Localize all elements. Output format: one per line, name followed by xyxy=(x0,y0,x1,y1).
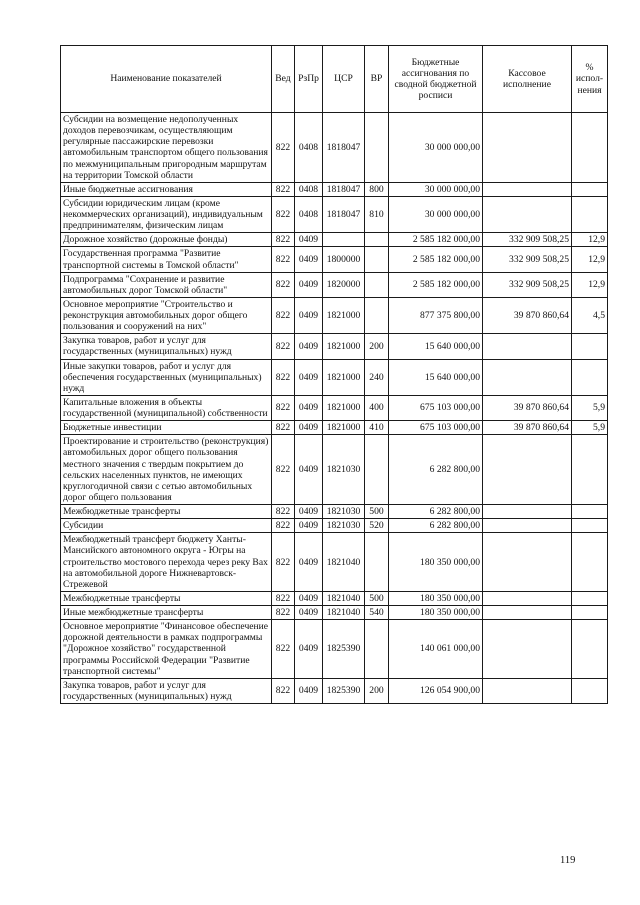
table-row xyxy=(61,533,608,592)
cell-ved: 822 xyxy=(272,533,295,592)
cell-rzpr: 0409 xyxy=(295,359,323,395)
cell-cash xyxy=(483,519,572,533)
cell-budget: 2 585 182 000,00 xyxy=(389,247,483,272)
cell-vr xyxy=(365,233,389,247)
cell-name: Субсидии на возмещение недополученных доходов перевозчикам, осуществляющим регулярные пассажирские перевозки автомобильным транспортом общего пользования по межмуниципальным пригородным маршрутам на территории Томской области xyxy=(61,113,272,183)
cell-cash xyxy=(483,505,572,519)
cell-ved: 822 xyxy=(272,678,295,703)
cell-name: Закупка товаров, работ и услуг для государственных (муниципальных) нужд xyxy=(61,678,272,703)
cell-vr: 800 xyxy=(365,182,389,196)
cell-percent xyxy=(572,182,608,196)
cell-percent: 12,9 xyxy=(572,247,608,272)
cell-percent: 12,9 xyxy=(572,272,608,297)
cell-cash xyxy=(483,334,572,359)
cell-budget: 126 054 900,00 xyxy=(389,678,483,703)
cell-percent xyxy=(572,606,608,620)
cell-name: Межбюджетный трансферт бюджету Ханты-Мансийского автономного округа - Югры на строительство мостового перехода через реку Вах на автомобильной дороге Нижневартовск-Стрежевой xyxy=(61,533,272,592)
cell-cash: 332 909 508,25 xyxy=(483,233,572,247)
cell-name: Основное мероприятие "Финансовое обеспечение дорожной деятельности в рамках подпрограммы "Дорожное хозяйство" государственной программы Российской Федерации "Развитие транспортной системы" xyxy=(61,620,272,679)
cell-budget: 15 640 000,00 xyxy=(389,359,483,395)
cell-rzpr: 0408 xyxy=(295,113,323,183)
cell-percent xyxy=(572,678,608,703)
table-row xyxy=(61,678,608,703)
cell-name: Иные бюджетные ассигнования xyxy=(61,182,272,196)
cell-budget: 877 375 800,00 xyxy=(389,297,483,333)
cell-name: Подпрограмма "Сохранение и развитие автомобильных дорог Томской области" xyxy=(61,272,272,297)
cell-rzpr: 0409 xyxy=(295,591,323,605)
cell-vr: 500 xyxy=(365,505,389,519)
table-row xyxy=(61,297,608,333)
cell-cash xyxy=(483,620,572,679)
cell-vr: 500 xyxy=(365,591,389,605)
cell-budget: 140 061 000,00 xyxy=(389,620,483,679)
cell-csr: 1821030 xyxy=(323,519,365,533)
cell-rzpr: 0408 xyxy=(295,196,323,232)
cell-rzpr: 0409 xyxy=(295,519,323,533)
cell-name: Капитальные вложения в объекты государственной (муниципальной) собственности xyxy=(61,395,272,420)
cell-rzpr: 0409 xyxy=(295,435,323,505)
cell-name: Межбюджетные трансферты xyxy=(61,591,272,605)
cell-ved: 822 xyxy=(272,591,295,605)
cell-name: Дорожное хозяйство (дорожные фонды) xyxy=(61,233,272,247)
table-row xyxy=(61,421,608,435)
cell-budget: 6 282 800,00 xyxy=(389,519,483,533)
cell-percent xyxy=(572,196,608,232)
table-row xyxy=(61,113,608,183)
cell-percent xyxy=(572,359,608,395)
cell-ved: 822 xyxy=(272,233,295,247)
cell-csr: 1821030 xyxy=(323,435,365,505)
table-row xyxy=(61,606,608,620)
cell-csr: 1821000 xyxy=(323,359,365,395)
header-name: Наименование показателей xyxy=(61,46,272,113)
cell-ved: 822 xyxy=(272,247,295,272)
cell-rzpr: 0409 xyxy=(295,272,323,297)
cell-csr: 1820000 xyxy=(323,272,365,297)
cell-ved: 822 xyxy=(272,606,295,620)
table-row xyxy=(61,196,608,232)
cell-vr: 810 xyxy=(365,196,389,232)
cell-percent xyxy=(572,519,608,533)
table-row xyxy=(61,505,608,519)
header-budget: Бюджетные ассигнования по сводной бюджетной росписи xyxy=(389,46,483,113)
cell-percent xyxy=(572,505,608,519)
table-row xyxy=(61,233,608,247)
cell-csr: 1821040 xyxy=(323,606,365,620)
table-row xyxy=(61,334,608,359)
cell-budget: 675 103 000,00 xyxy=(389,395,483,420)
cell-rzpr: 0409 xyxy=(295,247,323,272)
cell-percent: 12,9 xyxy=(572,233,608,247)
cell-vr xyxy=(365,620,389,679)
cell-csr: 1825390 xyxy=(323,620,365,679)
cell-vr: 240 xyxy=(365,359,389,395)
header-rzpr: РзПр xyxy=(295,46,323,113)
cell-ved: 822 xyxy=(272,334,295,359)
cell-percent xyxy=(572,435,608,505)
cell-percent: 4,5 xyxy=(572,297,608,333)
cell-csr: 1821000 xyxy=(323,334,365,359)
budget-execution-table xyxy=(60,45,608,704)
cell-name: Субсидии юридическим лицам (кроме некоммерческих организаций), индивидуальным предпринимателям, физическим лицам xyxy=(61,196,272,232)
cell-budget: 180 350 000,00 xyxy=(389,606,483,620)
cell-vr: 410 xyxy=(365,421,389,435)
cell-rzpr: 0409 xyxy=(295,297,323,333)
cell-csr: 1818047 xyxy=(323,182,365,196)
cell-vr xyxy=(365,272,389,297)
cell-vr xyxy=(365,247,389,272)
cell-percent xyxy=(572,334,608,359)
cell-rzpr: 0409 xyxy=(295,678,323,703)
cell-cash xyxy=(483,359,572,395)
cell-csr xyxy=(323,233,365,247)
table-row xyxy=(61,247,608,272)
table-row xyxy=(61,620,608,679)
cell-cash xyxy=(483,435,572,505)
cell-csr: 1821040 xyxy=(323,591,365,605)
cell-ved: 822 xyxy=(272,505,295,519)
table-row xyxy=(61,182,608,196)
cell-ved: 822 xyxy=(272,272,295,297)
cell-cash: 39 870 860,64 xyxy=(483,421,572,435)
cell-budget: 675 103 000,00 xyxy=(389,421,483,435)
cell-cash xyxy=(483,113,572,183)
cell-csr: 1821000 xyxy=(323,395,365,420)
cell-vr: 540 xyxy=(365,606,389,620)
cell-ved: 822 xyxy=(272,395,295,420)
cell-cash: 332 909 508,25 xyxy=(483,272,572,297)
cell-csr: 1825390 xyxy=(323,678,365,703)
cell-name: Бюджетные инвестиции xyxy=(61,421,272,435)
cell-cash xyxy=(483,196,572,232)
cell-ved: 822 xyxy=(272,519,295,533)
table-row xyxy=(61,395,608,420)
header-csr: ЦСР xyxy=(323,46,365,113)
header-cash: Кассовое исполнение xyxy=(483,46,572,113)
cell-percent xyxy=(572,620,608,679)
cell-vr xyxy=(365,435,389,505)
cell-vr xyxy=(365,297,389,333)
cell-rzpr: 0409 xyxy=(295,421,323,435)
cell-cash xyxy=(483,591,572,605)
cell-csr: 1800000 xyxy=(323,247,365,272)
cell-cash xyxy=(483,533,572,592)
cell-vr: 200 xyxy=(365,678,389,703)
cell-cash xyxy=(483,606,572,620)
cell-percent xyxy=(572,533,608,592)
cell-vr xyxy=(365,533,389,592)
cell-percent: 5,9 xyxy=(572,421,608,435)
cell-name: Государственная программа "Развитие транспортной системы в Томской области" xyxy=(61,247,272,272)
cell-csr: 1818047 xyxy=(323,196,365,232)
cell-name: Закупка товаров, работ и услуг для государственных (муниципальных) нужд xyxy=(61,334,272,359)
cell-percent xyxy=(572,591,608,605)
table-row xyxy=(61,435,608,505)
cell-csr: 1821040 xyxy=(323,533,365,592)
cell-csr: 1821000 xyxy=(323,297,365,333)
cell-cash: 39 870 860,64 xyxy=(483,297,572,333)
cell-name: Иные закупки товаров, работ и услуг для обеспечения государственных (муниципальных) нужд xyxy=(61,359,272,395)
cell-name: Межбюджетные трансферты xyxy=(61,505,272,519)
cell-ved: 822 xyxy=(272,421,295,435)
cell-ved: 822 xyxy=(272,359,295,395)
cell-budget: 30 000 000,00 xyxy=(389,196,483,232)
cell-name: Основное мероприятие "Строительство и реконструкция автомобильных дорог общего пользования и сооружений на них" xyxy=(61,297,272,333)
cell-csr: 1818047 xyxy=(323,113,365,183)
table-row xyxy=(61,272,608,297)
cell-vr: 520 xyxy=(365,519,389,533)
header-percent: % испол-нения xyxy=(572,46,608,113)
cell-percent: 5,9 xyxy=(572,395,608,420)
cell-name: Субсидии xyxy=(61,519,272,533)
cell-rzpr: 0409 xyxy=(295,233,323,247)
cell-rzpr: 0409 xyxy=(295,533,323,592)
table-row xyxy=(61,359,608,395)
cell-vr: 200 xyxy=(365,334,389,359)
table-body xyxy=(61,113,608,704)
table-row xyxy=(61,519,608,533)
cell-ved: 822 xyxy=(272,620,295,679)
cell-budget: 30 000 000,00 xyxy=(389,182,483,196)
cell-cash xyxy=(483,182,572,196)
cell-budget: 30 000 000,00 xyxy=(389,113,483,183)
cell-budget: 180 350 000,00 xyxy=(389,533,483,592)
cell-percent xyxy=(572,113,608,183)
header-vr: ВР xyxy=(365,46,389,113)
table-row xyxy=(61,591,608,605)
table-header-row xyxy=(61,46,608,113)
cell-budget: 180 350 000,00 xyxy=(389,591,483,605)
cell-rzpr: 0409 xyxy=(295,606,323,620)
cell-cash xyxy=(483,678,572,703)
cell-cash: 332 909 508,25 xyxy=(483,247,572,272)
cell-vr xyxy=(365,113,389,183)
cell-rzpr: 0409 xyxy=(295,505,323,519)
cell-name: Иные межбюджетные трансферты xyxy=(61,606,272,620)
header-ved: Вед xyxy=(272,46,295,113)
cell-name: Проектирование и строительство (реконструкция) автомобильных дорог общего пользования местного значения с твердым покрытием до сельских населенных пунктов, не имеющих круглогодичной связи с сетью автомобильных дорог общего пользования xyxy=(61,435,272,505)
cell-budget: 15 640 000,00 xyxy=(389,334,483,359)
cell-budget: 2 585 182 000,00 xyxy=(389,233,483,247)
cell-budget: 2 585 182 000,00 xyxy=(389,272,483,297)
cell-ved: 822 xyxy=(272,196,295,232)
cell-csr: 1821000 xyxy=(323,421,365,435)
cell-csr: 1821030 xyxy=(323,505,365,519)
cell-rzpr: 0409 xyxy=(295,334,323,359)
cell-budget: 6 282 800,00 xyxy=(389,505,483,519)
cell-rzpr: 0409 xyxy=(295,620,323,679)
cell-vr: 400 xyxy=(365,395,389,420)
cell-ved: 822 xyxy=(272,297,295,333)
cell-ved: 822 xyxy=(272,113,295,183)
cell-budget: 6 282 800,00 xyxy=(389,435,483,505)
cell-rzpr: 0409 xyxy=(295,395,323,420)
cell-cash: 39 870 860,64 xyxy=(483,395,572,420)
cell-rzpr: 0408 xyxy=(295,182,323,196)
cell-ved: 822 xyxy=(272,435,295,505)
page-number: 119 xyxy=(560,855,576,866)
cell-ved: 822 xyxy=(272,182,295,196)
